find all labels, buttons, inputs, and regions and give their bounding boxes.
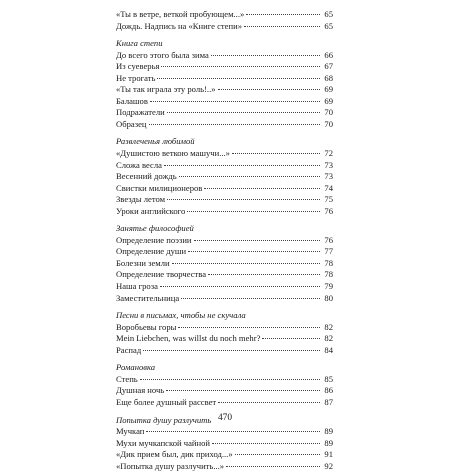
entry-page-number: 69 [324, 95, 333, 106]
entry-page-number: 65 [324, 20, 333, 31]
table-of-contents [116, 9, 333, 472]
toc-entry [116, 160, 333, 172]
entry-title: Не трогать [116, 72, 156, 83]
entry-title: Дождь. Надпись на «Книге степи» [116, 20, 242, 31]
dot-leader [204, 188, 320, 189]
entry-title: Мучкап [116, 426, 145, 437]
toc-entry [116, 385, 333, 397]
entry-page-number: 78 [324, 269, 333, 280]
entry-page-number: 82 [324, 333, 333, 344]
toc-entry [116, 119, 333, 131]
entry-title: Еще более душный рассвет [116, 396, 217, 407]
dot-leader [218, 89, 320, 90]
toc-entry [116, 206, 333, 218]
entry-title: Определение поэзии [116, 234, 192, 245]
entry-title: Мухи мучкапской чайной [116, 437, 210, 448]
dot-leader [194, 240, 320, 241]
entry-page-number: 73 [324, 171, 333, 182]
dot-leader [218, 402, 320, 403]
entry-page-number: 72 [324, 148, 333, 159]
entry-title: Определение души [116, 246, 187, 257]
dot-leader [244, 26, 320, 27]
dot-leader [211, 55, 320, 56]
section-title: Занятье философией [116, 223, 194, 234]
entry-title: Душная ночь [116, 385, 165, 396]
entry-page-number: 91 [324, 449, 333, 460]
toc-entry [116, 333, 333, 345]
entry-title: «Попытка душу разлучить...» [116, 460, 225, 471]
toc-entry [116, 438, 333, 450]
entry-title: «Ты так играла эту роль!..» [116, 84, 216, 95]
toc-entry [116, 235, 333, 247]
dot-leader [140, 379, 320, 380]
entry-title: «Душистою веткою машучи...» [116, 148, 230, 159]
section-title: Попытка душу разлучить [116, 414, 212, 425]
toc-entry [116, 50, 333, 62]
toc-entry [116, 322, 333, 334]
entry-title: Определение творчества [116, 269, 207, 280]
dot-leader [157, 78, 320, 79]
entry-title: Mein Liebchen, was willst du noch mehr? [116, 333, 261, 344]
entry-page-number: 87 [324, 396, 333, 407]
dot-leader [161, 66, 320, 67]
entry-title: «Дик прием был, дик приход...» [116, 449, 233, 460]
entry-title: Балашов [116, 95, 148, 106]
entry-page-number: 70 [324, 118, 333, 129]
entry-page-number: 69 [324, 84, 333, 95]
toc-entry [116, 148, 333, 160]
dot-leader [178, 327, 320, 328]
page-number: 470 [217, 413, 233, 423]
entry-title: Заместительница [116, 292, 180, 303]
entry-title: Сложа весла [116, 159, 162, 170]
dot-leader [212, 443, 320, 444]
toc-entry [116, 171, 333, 183]
toc-entry [116, 21, 333, 33]
entry-title: Из суеверья [116, 61, 160, 72]
toc-entry [116, 345, 333, 357]
toc-entry [116, 449, 333, 461]
entry-page-number: 86 [324, 385, 333, 396]
dot-leader [166, 390, 320, 391]
toc-entry [116, 246, 333, 258]
dot-leader [235, 454, 320, 455]
dot-leader [146, 431, 320, 432]
entry-title: Воробьевы горы [116, 321, 177, 332]
toc-entry [116, 84, 333, 96]
toc-entry [116, 183, 333, 195]
dot-leader [246, 14, 320, 15]
entry-page-number: 66 [324, 49, 333, 60]
toc-entry [116, 397, 333, 409]
entry-page-number: 89 [324, 437, 333, 448]
entry-title: Образец [116, 118, 147, 129]
entry-page-number: 85 [324, 373, 333, 384]
toc-entry [116, 9, 333, 21]
entry-title: Свистки милиционеров [116, 182, 203, 193]
entry-page-number: 70 [324, 107, 333, 118]
entry-title: Наша гроза [116, 281, 158, 292]
entry-page-number: 84 [324, 344, 333, 355]
entry-page-number: 76 [324, 205, 333, 216]
entry-title: «Ты в ветре, веткой пробующем...» [116, 9, 245, 19]
toc-entry [116, 374, 333, 386]
toc-entry [116, 96, 333, 108]
dot-leader [181, 298, 320, 299]
dot-leader [226, 466, 320, 467]
entry-page-number: 74 [324, 182, 333, 193]
entry-page-number: 78 [324, 257, 333, 268]
dot-leader [167, 199, 320, 200]
toc-entry [116, 73, 333, 85]
entry-title: Звезды летом [116, 194, 166, 205]
entry-page-number: 76 [324, 234, 333, 245]
entry-title: Подражатели [116, 107, 165, 118]
entry-page-number: 68 [324, 72, 333, 83]
toc-entry [116, 194, 333, 206]
dot-leader [188, 251, 320, 252]
toc-entry [116, 61, 333, 73]
entry-title: Весенний дождь [116, 171, 177, 182]
dot-leader [167, 112, 320, 113]
dot-leader [150, 101, 320, 102]
toc-entry [116, 107, 333, 119]
entry-page-number: 75 [324, 194, 333, 205]
entry-page-number: 89 [324, 426, 333, 437]
dot-leader [149, 124, 321, 125]
dot-leader [179, 176, 320, 177]
section-title: Романовка [116, 362, 156, 373]
entry-title: Болезни земли [116, 257, 170, 268]
entry-page-number: 80 [324, 292, 333, 303]
entry-page-number: 73 [324, 159, 333, 170]
toc-entry [116, 269, 333, 281]
entry-title: Уроки английского [116, 205, 186, 216]
entry-title: Распад [116, 344, 142, 355]
dot-leader [172, 263, 320, 264]
dot-leader [160, 286, 320, 287]
entry-page-number: 67 [324, 61, 333, 72]
section-title: Развлеченья любимой [116, 136, 195, 147]
toc-entry [116, 258, 333, 270]
section-title: Песни в письмах, чтобы не скучала [116, 310, 246, 321]
dot-leader [187, 211, 320, 212]
entry-title: Степь [116, 373, 138, 384]
entry-page-number: 82 [324, 321, 333, 332]
toc-entry [116, 426, 333, 438]
entry-page-number: 65 [324, 9, 333, 19]
dot-leader [164, 165, 320, 166]
toc-entry [116, 461, 333, 472]
toc-entry [116, 293, 333, 305]
entry-page-number: 77 [324, 246, 333, 257]
entry-title: До всего этого была зима [116, 49, 209, 60]
dot-leader [208, 274, 320, 275]
dot-leader [143, 350, 320, 351]
entry-page-number: 79 [324, 281, 333, 292]
toc-entry [116, 281, 333, 293]
dot-leader [262, 338, 320, 339]
dot-leader [232, 153, 320, 154]
section-title: Книга степи [116, 38, 163, 49]
entry-page-number: 92 [324, 460, 333, 471]
